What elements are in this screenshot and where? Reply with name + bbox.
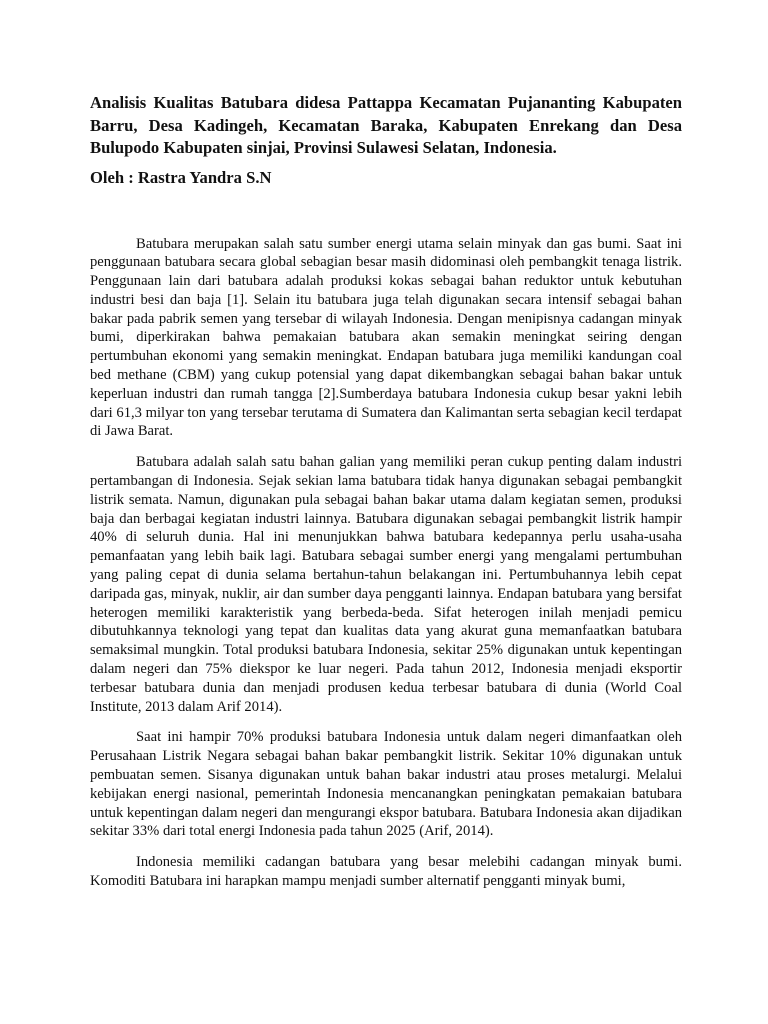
body-paragraph-3: Saat ini hampir 70% produksi batubara Indonesia untuk dalam negeri dimanfaatkan oleh Perusahaan Listrik Negara sebagai bahan bakar pembangkit listrik. Sekitar 10% digunakan untuk pembuatan semen. Sisanya digunakan untuk bahan bakar industri atau proses metalurgi. Melalui kebijakan energi nasional, pemerintah Indonesia mencanangkan peningkatan pemakaian batubara untuk kepentingan dalam negeri dan mengurangi ekspor batubara. Batubara Indonesia akan dijadikan sekitar 33% dari total energi Indonesia pada tahun 2025 (Arif, 2014). [90,729,682,840]
document-title: Analisis Kualitas Batubara didesa Pattappa Kecamatan Pujananting Kabupaten Barru, Desa Kadingeh, Kecamatan Baraka, Kabupaten Enrekang dan Desa Bulupodo Kabupaten sinjai, Provinsi Sulawesi Selatan, Indonesia. [90,93,682,157]
body-paragraph-2: Batubara adalah salah satu bahan galian yang memiliki peran cukup penting dalam industri pertambangan di Indonesia. Sejak sekian lama batubara tidak hanya digunakan sebagai pembangkit listrik semata. Namun, digunakan pula sebagai bahan bakar utama dalam kegiatan semen, produksi baja dan berbagai kegiatan industri lainnya. Batubara digunakan sebagai pembangkit listrik hampir 40% di seluruh dunia. Hal ini menunjukkan bahwa batubara kedepannya perlu usaha-usaha pemanfaatan yang lebih baik lagi. Batubara sebagai sumber energi yang mengalami pertumbuhan yang paling cepat di dunia selama bertahun-tahun belakangan ini. Pertumbuhannya lebih cepat daripada gas, minyak, nuklir, air dan sumber daya pengganti lainnya. Endapan batubara yang bersifat heterogen memiliki karakteristik yang berbeda-beda. Sifat heterogen inilah menjadi pemicu dibutuhkannya teknologi yang tepat dan kualitas data yang akurat guna memanfaatkan batubara semaksimal mungkin. Total produksi batubara Indonesia, sekitar 25% digunakan untuk kepentingan dalam negeri dan 75% diekspor ke luar negeri. Pada tahun 2012, Indonesia menjadi eksportir terbesar batubara dunia dan menjadi produsen kedua terbesar batubara di dunia (World Coal Institute, 2013 dalam Arif 2014). [90,454,682,715]
body-paragraph-1: Batubara merupakan salah satu sumber energi utama selain minyak dan gas bumi. Saat ini penggunaan batubara secara global sebagian besar masih didominasi oleh pembangkit tenaga listrik. Penggunaan lain dari batubara adalah produksi kokas sebagai bahan reduktor untuk kebutuhan industri besi dan baja [1]. Selain itu batubara juga telah digunakan secara intensif sebagai bahan bakar pada pabrik semen yang tersebar di wilayah Indonesia. Dengan menipisnya cadangan minyak bumi, diperkirakan bahwa pemakaian batubara akan semakin meningkat seiring dengan pertumbuhan ekonomi yang semakin meningkat. Endapan batubara juga memiliki kandungan coal bed methane (CBM) yang cukup potensial yang dapat dikembangkan sebagai bahan bakar untuk keperluan industri dan rumah tangga [2].Sumberdaya batubara Indonesia cukup besar yakni lebih dari 61,3 milyar ton yang tersebar terutama di Sumatera dan Kalimantan serta sebagian kecil terdapat di Jawa Barat. [90,235,682,440]
document-body [90,235,682,891]
body-paragraph-4: Indonesia memiliki cadangan batubara yang besar melebihi cadangan minyak bumi. Komoditi Batubara ini harapkan mampu menjadi sumber alternatif pengganti minyak bumi, [90,854,682,889]
document-author: Oleh : Rastra Yandra S.N [90,167,272,187]
